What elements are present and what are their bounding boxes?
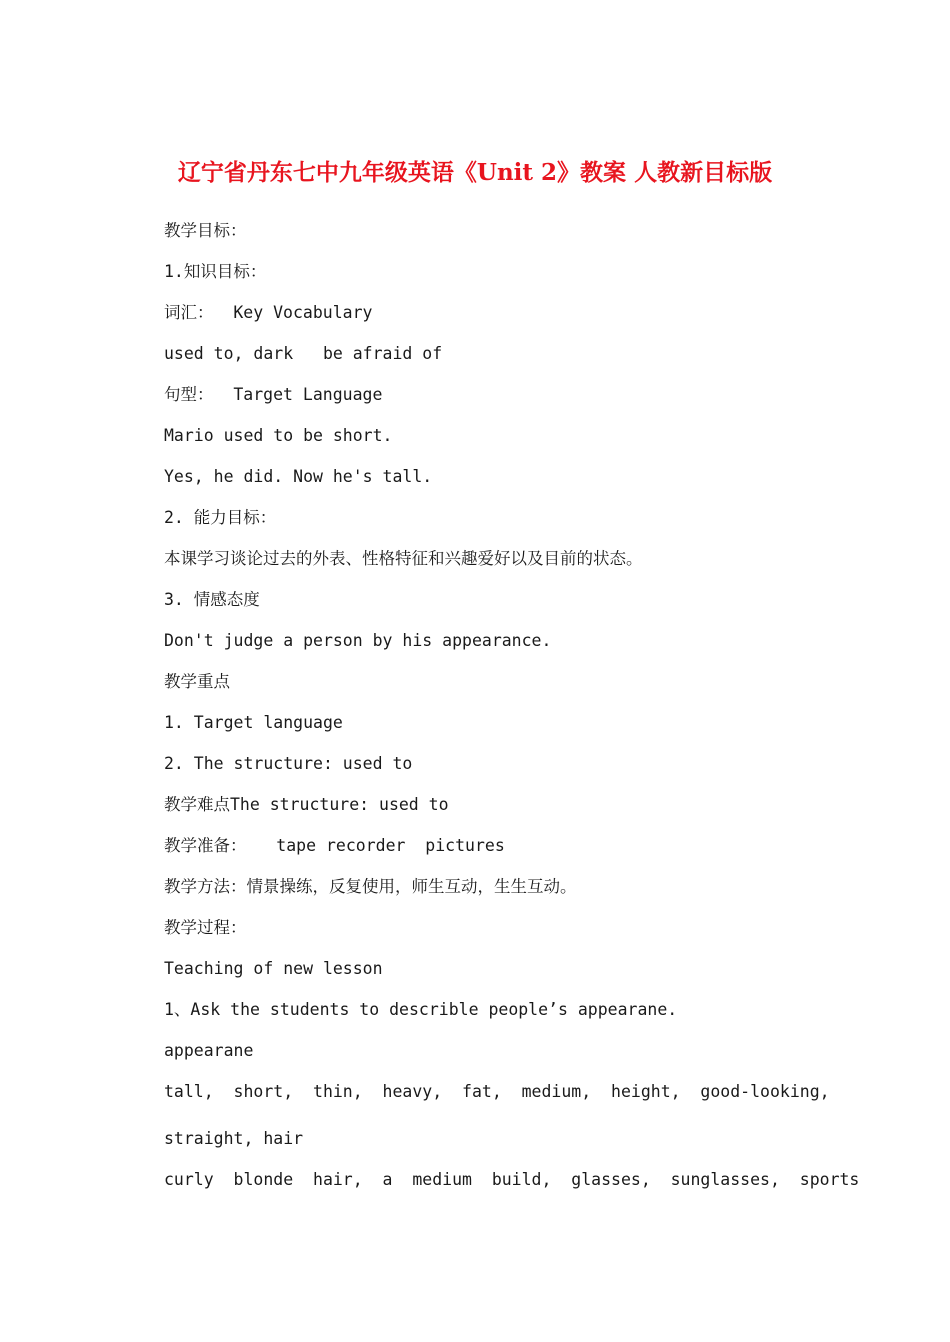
key-point-1: 1. Target language	[164, 713, 343, 732]
ability-objective-text: 本课学习谈论过去的外表、性格特征和兴趣爱好以及目前的状态。	[164, 549, 643, 568]
difficult-points-line: 教学难点The structure: used to	[164, 795, 449, 814]
appearance-words-line-2: straight, hair	[164, 1129, 304, 1148]
method-line: 教学方法：情景操练，反复使用，师生互动，生生互动。	[164, 877, 577, 896]
appearance-words-line-3: curly blonde hair, a medium build, glasses, sunglasses, sports	[164, 1170, 860, 1189]
vocabulary-items-line: used to, dark be afraid of	[164, 344, 443, 363]
appearance-word-line: appearane	[164, 1041, 254, 1060]
attitude-text: Don't judge a person by his appearance.	[164, 631, 552, 650]
ability-objective-heading: 2. 能力目标：	[164, 508, 277, 527]
key-points-heading: 教学重点	[164, 672, 230, 691]
document-title: 辽宁省丹东七中九年级英语《Unit 2》教案 人教新目标版	[177, 159, 773, 186]
key-point-2: 2. The structure: used to	[164, 754, 413, 773]
step-1-line: 1、Ask the students to describle people’s appearane.	[164, 1000, 678, 1019]
knowledge-objective-heading: 1.知识目标：	[164, 262, 267, 281]
attitude-heading: 3. 情感态度	[164, 590, 260, 609]
example-answer-line: Yes, he did. Now he's tall.	[164, 467, 433, 486]
preparation-line: 教学准备： tape recorder pictures	[164, 836, 505, 855]
new-lesson-line: Teaching of new lesson	[164, 959, 383, 978]
section-heading-objectives: 教学目标：	[164, 221, 247, 240]
appearance-words-line-1: tall, short, thin, heavy, fat, medium, height, good-looking,	[164, 1082, 830, 1101]
vocabulary-line: 词汇： Key Vocabulary	[164, 303, 373, 322]
example-sentence-line: Mario used to be short.	[164, 426, 393, 445]
sentence-pattern-line: 句型： Target Language	[164, 385, 383, 404]
process-heading: 教学过程：	[164, 918, 247, 937]
